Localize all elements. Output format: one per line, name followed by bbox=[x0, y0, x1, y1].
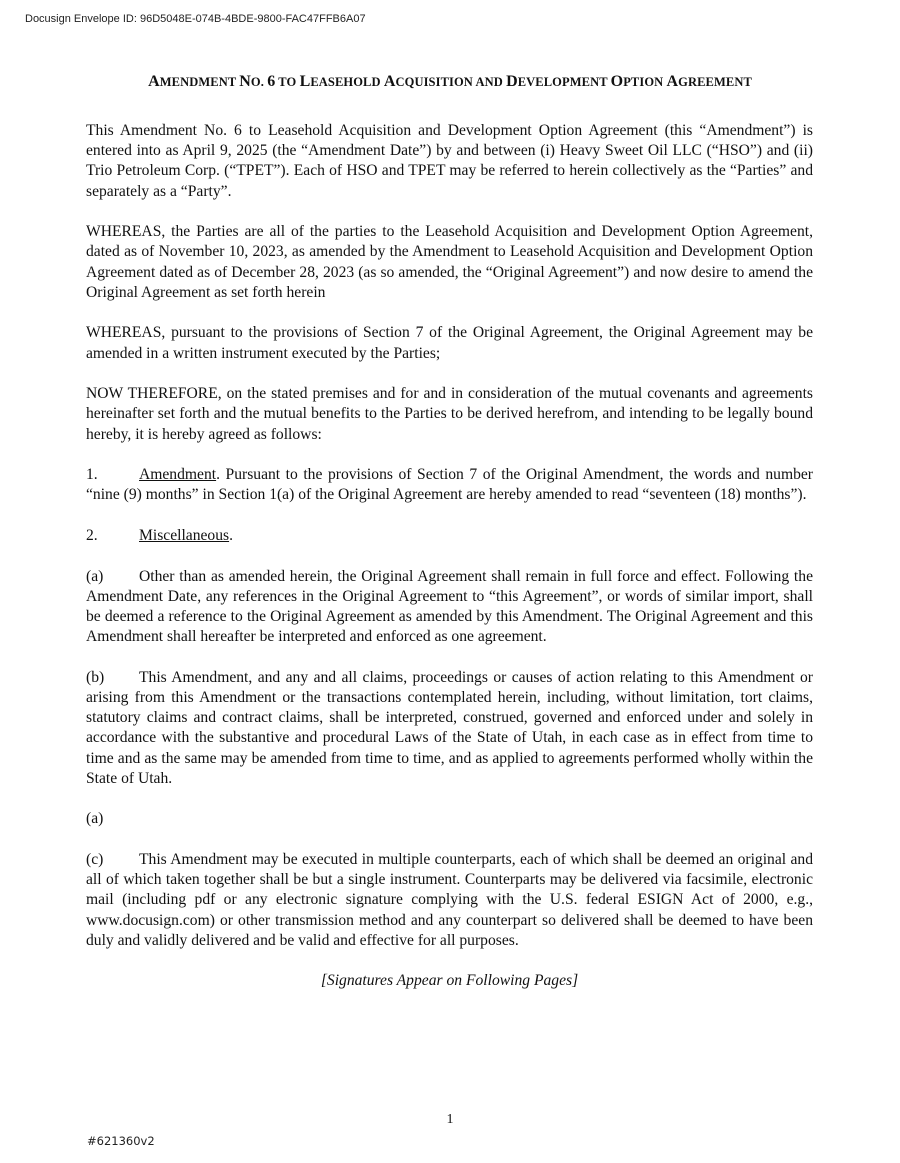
section-heading: Amendment bbox=[139, 466, 217, 484]
subsection-label: (c) bbox=[86, 851, 104, 868]
whereas-paragraph-2: WHEREAS, pursuant to the provisions of Section 7 of the Original Agreement, the Original Agreement may be amended in a written instrument executed by the Parties; bbox=[86, 324, 813, 362]
section-2-miscellaneous bbox=[86, 526, 813, 546]
whereas-paragraph-1: WHEREAS, the Parties are all of the parties to the Leasehold Acquisition and Development Option Agreement, dated as of November 10, 2023, as amended by the Amendment to Leasehold Acquisition and Development Option Agreement dated as of December 28, 2023 (as so amended, the “Original Agreement”) and now desire to amend the Original Agreement as set forth herein bbox=[86, 223, 813, 301]
signature-note: [Signatures Appear on Following Pages] bbox=[320, 972, 579, 990]
title-initial: O bbox=[610, 73, 624, 90]
title-initial: A bbox=[148, 73, 160, 90]
document-body bbox=[86, 121, 813, 992]
subsection-b bbox=[86, 668, 813, 789]
title-initial: L bbox=[299, 73, 311, 90]
title-segment: CQUISITION AND bbox=[395, 75, 507, 89]
subsection-text: This Amendment may be executed in multiple counterparts, each of which shall be deemed an original and all of which taken together shall be but a single instrument. Counterparts may be delivered via facsimile, electronic mail (including pdf or any electronic signature complying with the U.S. federal ESIGN Act of 2000, e.g., www.docusign.com) or other transmission method and any counterpart so delivered shall be deemed to have been duly and validly delivered and be valid and effective for all purposes. bbox=[86, 851, 813, 949]
title-initial: 6 bbox=[267, 73, 276, 90]
subsection-text: This Amendment, and any and all claims, proceedings or causes of action relating to this Amendment or arising from this Amendment or the transactions contemplated herein, including, without limitation, tort claims, statutory claims and contract claims, shall be interpreted, construed, governed and enforced under and solely in accordance with the substantive and procedural Laws of the State of Utah, in each case as in effect from time to time and as the same may be amended from time to time, and as applied to agreements performed wholly within the State of Utah. bbox=[86, 668, 813, 787]
section-heading: Miscellaneous bbox=[139, 527, 230, 544]
subsection-empty-a bbox=[86, 809, 813, 829]
title-initial: D bbox=[506, 73, 518, 90]
title-segment: GREEMENT bbox=[678, 75, 752, 89]
title-segment: EVELOPMENT bbox=[517, 75, 611, 89]
intro-paragraph: This Amendment No. 6 to Leasehold Acquisition and Development Option Agreement (this “Amendment”) is entered into as April 9, 2025 (the “Amendment Date”) by and between (i) Heavy Sweet Oil LLC (“HSO”) and (ii) Trio Petroleum Corp. (“TPET”). Each of HSO and TPET may be referred to herein collectively as the “Parties” and separately as a “Party”. bbox=[86, 122, 813, 200]
document-id: #621360v2 bbox=[87, 1134, 155, 1148]
subsection-a bbox=[86, 567, 813, 648]
title-segment: PTION bbox=[623, 75, 667, 89]
title-segment: TO bbox=[275, 75, 300, 89]
subsection-c bbox=[86, 850, 813, 951]
document-title bbox=[0, 73, 900, 91]
section-text: . bbox=[229, 527, 233, 544]
title-segment: O. bbox=[250, 75, 268, 89]
subsection-label: (a) bbox=[86, 567, 104, 585]
section-number: 2. bbox=[86, 527, 98, 544]
subsection-label: (b) bbox=[86, 668, 105, 686]
page-number: 1 bbox=[446, 1112, 454, 1127]
now-therefore-paragraph: NOW THEREFORE, on the stated premises and for and in consideration of the mutual covenants and agreements hereinafter set forth and the mutual benefits to the Parties to be derived herefrom, and intending to be legally bound hereby, it is hereby agreed as follows: bbox=[86, 385, 813, 443]
title-initial: N bbox=[239, 73, 251, 90]
title-initial: A bbox=[666, 73, 679, 90]
docusign-envelope-id: Docusign Envelope ID: 96D5048E-074B-4BDE-9800-FAC47FFB6A07 bbox=[25, 13, 366, 25]
subsection-text: Other than as amended herein, the Original Agreement shall remain in full force and effect. Following the Amendment Date, any references in the Original Agreement to “this Agreement”, or words of similar import, shall be deemed a reference to the Original Agreement as amended by this Amendment. The Original Agreement and this Amendment shall hereafter be interpreted and enforced as one agreement. bbox=[86, 567, 813, 646]
title-segment: MENDMENT bbox=[159, 75, 240, 89]
section-number: 1. bbox=[86, 466, 98, 484]
section-1-amendment bbox=[86, 465, 813, 505]
subsection-label: (a) bbox=[86, 810, 104, 828]
section-text: . Pursuant to the provisions of Section 7 of the Original Amendment, the words and number “nine (9) months” in Section 1(a) of the Original Agreement are hereby amended to read “seventeen (18) months”). bbox=[86, 466, 813, 504]
title-segment: EASEHOLD bbox=[310, 75, 384, 89]
title-initial: A bbox=[383, 73, 396, 90]
